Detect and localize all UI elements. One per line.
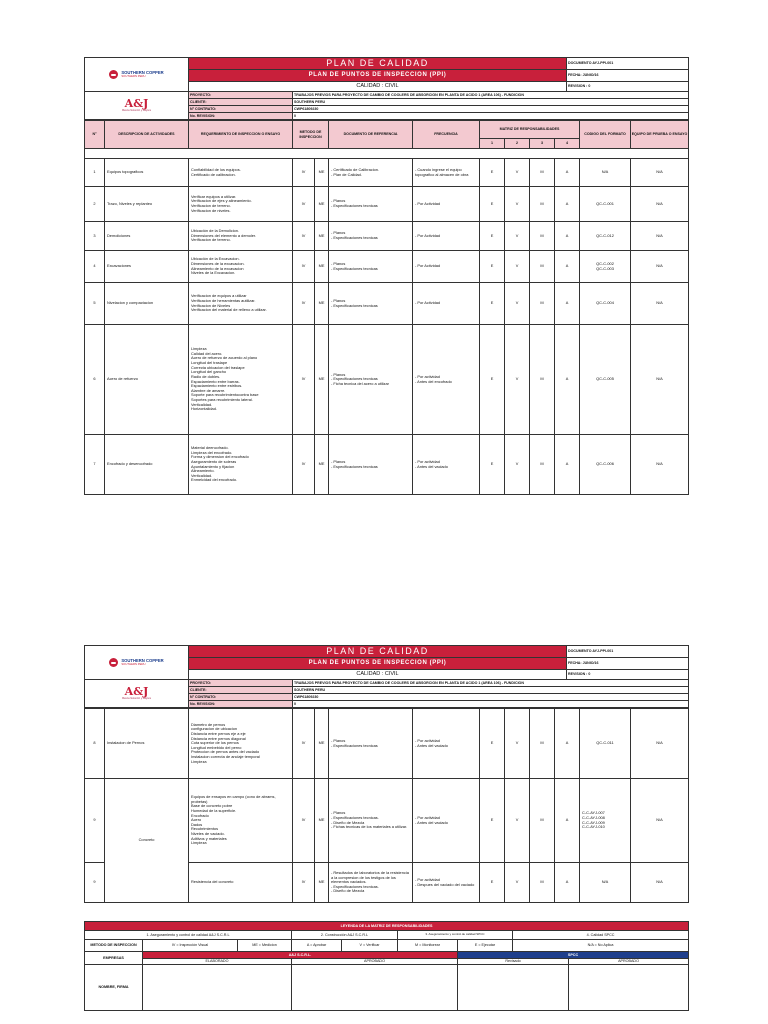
table-row: 2 Trazo, Niveles y replanteo Verificar equipos a utilizar. Verificacion de ejes y alineamiento. Verificacion de terreno. Verificacion de niveles. IV ME - Planos - Especificaciones tecnicas - Por Actividad E V M A QC-C-001 N/A (85, 187, 689, 222)
area-calidad: CALIDAD : CIVIL (189, 670, 567, 680)
documento-code: DOCUMENTO AYJ-PPI-001 (567, 58, 689, 70)
field-value: 0 (293, 113, 689, 120)
ppi-table-1 (84, 120, 689, 495)
col-requerimiento: REQUERIMIENTO DE INSPECCION O ENSAYO (189, 121, 293, 149)
southern-copper-icon (109, 70, 118, 79)
table-row: 3 Demoliciones Ubicación de la Demolicion. Dimensiones del elemento a demoler. Verificacion de terreno. IV ME - Planos - Especificaciones tecnicas - Por Actividad E V M A QC-C-012 N/A (85, 222, 689, 251)
southern-copper-icon (109, 658, 118, 667)
col-m3: 3 (530, 139, 555, 149)
aj-logo: A&J Buena Solución y Mejora (85, 680, 189, 708)
col-m1: 1 (480, 139, 505, 149)
field-value: CWP61809230 (293, 694, 689, 701)
plan-subtitle: PLAN DE PUNTOS DE INSPECCION (PPI) (189, 70, 567, 82)
table-row: 9 Concreto Equipos de ensayos en campo (cono de abrams, probetas) Base de concreto pobre Humedad de la superficie. Encofrado Acero Dados Recubrimientos Niveles de vaciado. Aditivos y materiales Limpieza IV ME - Planos - Especificaciones tecnicas. - Diseño de Mezcla - Fichas tecnicas de los materiales a utilizar. - Por actividad - Antes del vaciado E V M A C-C-AYJ-007 C-C-AYJ-008 C-C-AYJ-009 C-C-AYJ-010 N/A (85, 779, 689, 863)
legend-metodo: E = Ejecutar (458, 940, 513, 952)
col-codigo: CODIGO DEL FORMATO (580, 121, 631, 149)
field-label: CLIENTE: (189, 99, 293, 106)
field-value: CWP61809230 (293, 106, 689, 113)
fecha: FECHA: JUNIO/16 (567, 70, 689, 82)
field-label: CLIENTE: (189, 687, 293, 694)
col-frecuencia: FRECUENCIA (413, 121, 480, 149)
col-matriz: MATRIZ DE RESPONSABILIDADES (480, 121, 580, 139)
field-label: No. REVISION: (189, 113, 293, 120)
table-row: 8 Instalacion de Pernos Diametro de pernos configuracion de ubicacion Distancia entre pernos eje a eje Distancia entre pernos diagonal Cota superior de los pernos Longitud embebido del perno Proteccion de pernos antes del vaciado Instalacion correcta de anclaje temporal Limpieza IV ME - Planos - Especificaciones tecnicas - Por actividad - Antes del vaciado E V M A QC-C-011 N/A (85, 709, 689, 779)
field-label: PROYECTO: (189, 680, 293, 687)
documento-code: DOCUMENTO AYJ-PPI-001 (567, 646, 689, 658)
legend-resp-3: 3. Aseguramiento y control de calidad SPCC (398, 931, 513, 940)
field-value: SOUTHERN PERU (293, 99, 689, 106)
field-value: TRABAJOS PREVIOS PARA PROYECTO DE CAMBIO DE COOLERS DE ABSORCION EN PLANTA DE ACIDO 1 (AREA 106) - FUNDICION (293, 680, 689, 687)
legend-aprobado-spcc: APROBADO (569, 959, 689, 965)
plan-title: PLAN DE CALIDAD (189, 58, 567, 70)
table-row: 1 Equipos topograficos Confiabilidad de los equipos. Certificado de calibracion. IV ME - Certificado de Calibracion. - Plan de Calidad. - Cuando ingrese el equipo topografico al almacen de obra E V M A N/A N/A (85, 159, 689, 187)
legend-empresas-label: EMPRESAS (85, 952, 143, 965)
legend-empresa-spcc: SPCC (458, 952, 689, 959)
legend-metodo: ME = Medicion (238, 940, 292, 952)
signature-revisado (458, 965, 569, 1011)
legend-empresa-aj: A&J S.C.R.L. (143, 952, 458, 959)
field-label: No. REVISION: (189, 701, 293, 708)
legend-metodo: M = Monitorear (398, 940, 458, 952)
legend-metodo: A = Aprobar (292, 940, 342, 952)
signature-aprobado-spcc (569, 965, 689, 1011)
legend-revisado: Revisado (458, 959, 569, 965)
col-equipo: EQUIPO DE PRUEBA O ENSAYO (631, 121, 689, 149)
legend-elaborado: ELABORADO (143, 959, 292, 965)
signature-elaborado (143, 965, 292, 1011)
legend-table (84, 921, 689, 1011)
field-value: 0 (293, 701, 689, 708)
legend-metodo: N/A = No Aplica (513, 940, 689, 952)
plan-subtitle: PLAN DE PUNTOS DE INSPECCION (PPI) (189, 658, 567, 670)
legend-aprobado: APROBADO (292, 959, 458, 965)
spacer-row (85, 149, 689, 159)
signature-aprobado (292, 965, 458, 1011)
table-row: 6 Acero de refuerzo Limpieza Calidad del acero. Acero de refuerzo de acuerdo al plano Longitud del traslape Correcta ubicacion del traslape Longitud del gancho Radio de dobles. Espaciamiento entre barras. Espaciamiento entre estribos. Alambre de amarre. Soporte para recubrimientocontra base Soportes para recubrimiento lateral. Verticalidad. Horizontalidad. IV ME - Planos - Especificaciones tecnicas - Ficha tecnica del acero a utilizar - Por actividad - Antes del encofrado E V M A QC-C-005 N/A (85, 325, 689, 435)
legend-metodo: IV = Inspección Visual (143, 940, 238, 952)
revision: REVISION : 0 (567, 670, 689, 680)
table-row: 7 Encofrado y desencofrado Material deencofrado. Limpieza del encofrado. Forma y dimension del encofrado Aseguramiento de soleras Apuntalamiento y fijacion Alineamiento. Verticalidad. Enmelcidad del encofrado. IV ME - Planos - Especificaciones tecnicas - Por actividad - Antes del vaciado E V M A QC-C-006 N/A (85, 435, 689, 495)
legend-resp-2: 2. Construcción A&J S.C.R.L (292, 931, 398, 940)
ppi-table-2 (84, 708, 689, 903)
field-label: N° CONTRATO: (189, 106, 293, 113)
col-descripcion: DESCRIPCION DE ACTIVIDADES (105, 121, 189, 149)
field-value: SOUTHERN PERU (293, 687, 689, 694)
col-metodo: METODO DE INSPECCION (293, 121, 329, 149)
legend-resp-1: 1. Aseguramiento y control de calidad A&J S.C.R.L (85, 931, 292, 940)
table-row: 5 Nivelacion y compactacion Verificacion de equipos a utilizar Verificacion de herramientas autilizar. Verificacion de Niveles Verificacion del material de relleno a utilizar. IV ME - Planos - Especificaciones tecnicas - Por Actividad E V M A QC-C-004 N/A (85, 283, 689, 325)
page-1 (84, 57, 688, 495)
col-m4: 4 (555, 139, 580, 149)
legend-metodo: V = Verificar (342, 940, 398, 952)
area-calidad: CALIDAD : CIVIL (189, 82, 567, 92)
aj-logo: A&J Buena Solución y Mejora (85, 92, 189, 120)
table-row: 4 Excavaciones Ubicación de la Excavacion. Dimensiones de la excavacion. Alineamiento de la excavacion Niveles de la Excavacion. IV ME - Planos - Especificaciones tecnicas - Por Actividad E V M A QC-C-002 QC-C-003 N/A (85, 251, 689, 283)
field-label: PROYECTO: (189, 92, 293, 99)
col-documento: DOCUMENTO DE REFERENCIA (329, 121, 413, 149)
legend-resp-4: 4. Calidad SPCC (513, 931, 689, 940)
table-row: 9 Resistencia del concreto IV ME - Resultados de laboratorios de la resistencia a la compresion de los testigos de los elementos vaciados. - Especificaciones tecnicas. - Diseño de Mezcla - Por actividad - Despues del vaciado del vaciado E V M A N/A N/A (85, 863, 689, 903)
legend-metodo-label: METODO DE INSPECCION (85, 940, 143, 952)
header-table-2 (84, 645, 689, 708)
southern-copper-logo: SOUTHERN COPPER SOUTHERN PERU (85, 646, 189, 680)
col-n: N° (85, 121, 105, 149)
revision: REVISION : 0 (567, 82, 689, 92)
plan-title: PLAN DE CALIDAD (189, 646, 567, 658)
field-label: N° CONTRATO: (189, 694, 293, 701)
fecha: FECHA: JUNIO/16 (567, 658, 689, 670)
col-m2: 2 (505, 139, 530, 149)
legend-nombre-firma: NOMBRE, FIRMA (85, 965, 143, 1011)
header-table-1 (84, 57, 689, 120)
legend-title: LEYENDA DE LA MATRIZ DE RESPONSABILIDADES (85, 922, 689, 931)
page-2 (84, 645, 688, 1011)
field-value: TRABAJOS PREVIOS PARA PROYECTO DE CAMBIO DE COOLERS DE ABSORCION EN PLANTA DE ACIDO 1 (AREA 106) - FUNDICION (293, 92, 689, 99)
southern-copper-logo: SOUTHERN COPPER SOUTHERN PERU (85, 58, 189, 92)
